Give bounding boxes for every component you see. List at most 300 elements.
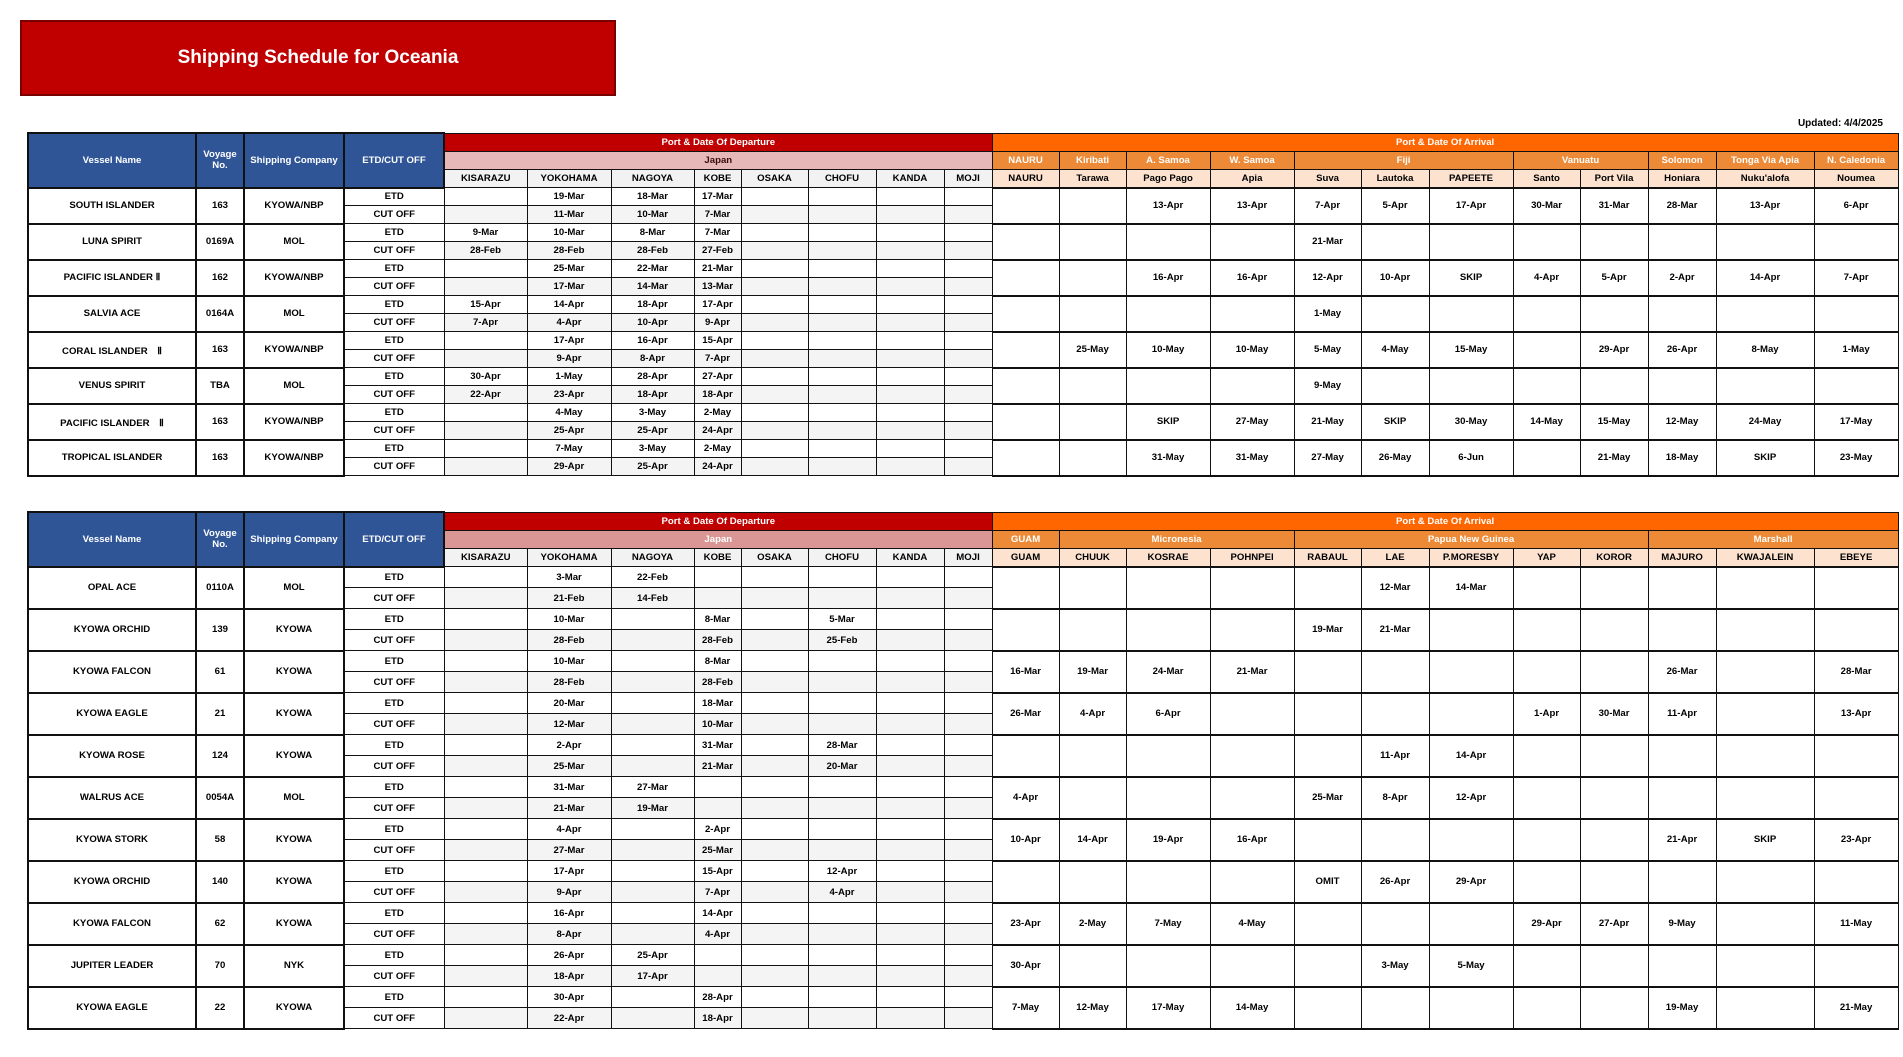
arrival-date	[1648, 368, 1716, 404]
etd-date	[808, 693, 876, 714]
cutoff-date	[876, 1008, 944, 1029]
arrival-date: 11-Apr	[1361, 735, 1429, 777]
arrival-date	[1429, 819, 1513, 861]
arrival-date: 12-Mar	[1361, 567, 1429, 609]
etd-date: 2-Apr	[527, 735, 611, 756]
row-type-cutoff: CUT OFF	[344, 422, 444, 440]
region-header-japan: Japan	[444, 151, 992, 169]
arrival-date	[1648, 945, 1716, 987]
arrival-date	[1648, 735, 1716, 777]
arrival-date	[1210, 945, 1294, 987]
cutoff-date	[944, 630, 992, 651]
etd-date	[876, 224, 944, 242]
etd-date	[741, 332, 808, 350]
etd-date	[808, 567, 876, 588]
etd-date: 30-Apr	[444, 368, 527, 386]
row-type-etd: ETD	[344, 693, 444, 714]
row-type-cutoff: CUT OFF	[344, 314, 444, 332]
arrival-date: 7-May	[992, 987, 1059, 1029]
table-row	[28, 332, 1898, 350]
arrival-date	[1716, 651, 1814, 693]
shipping-company: KYOWA/NBP	[244, 260, 344, 296]
cutoff-date: 4-Apr	[694, 924, 741, 945]
cutoff-date: 17-Mar	[527, 278, 611, 296]
arrival-port-header: LAE	[1361, 548, 1429, 567]
arrival-date: SKIP	[1716, 819, 1814, 861]
arrival-date: 15-May	[1580, 404, 1648, 440]
region-header: W. Samoa	[1210, 151, 1294, 169]
cutoff-date: 7-Mar	[694, 206, 741, 224]
arrival-date	[1210, 609, 1294, 651]
etd-date	[741, 440, 808, 458]
cutoff-date	[808, 1008, 876, 1029]
cutoff-date	[876, 314, 944, 332]
arrival-date	[1580, 567, 1648, 609]
row-type-etd: ETD	[344, 735, 444, 756]
etd-date: 14-Apr	[694, 903, 741, 924]
table-row	[28, 651, 1898, 672]
etd-date	[741, 188, 808, 206]
etd-date: 4-Apr	[527, 819, 611, 840]
arrival-date: 26-Mar	[992, 693, 1059, 735]
cutoff-date	[611, 672, 694, 693]
cutoff-date	[944, 840, 992, 861]
departure-port-header: KANDA	[876, 169, 944, 188]
etd-date: 3-May	[611, 440, 694, 458]
cutoff-date: 10-Mar	[694, 714, 741, 735]
table-row	[28, 440, 1898, 458]
arrival-date: 14-Apr	[1716, 260, 1814, 296]
arrival-date: 6-Apr	[1814, 188, 1898, 224]
row-type-cutoff: CUT OFF	[344, 1008, 444, 1029]
row-type-cutoff: CUT OFF	[344, 350, 444, 368]
etd-date	[876, 777, 944, 798]
arrival-date	[1059, 404, 1126, 440]
cutoff-date: 29-Apr	[527, 458, 611, 476]
departure-port-header: KOBE	[694, 548, 741, 567]
arrival-date: 17-May	[1126, 987, 1210, 1029]
etd-date: 18-Mar	[611, 188, 694, 206]
arrival-port-header: CHUUK	[1059, 548, 1126, 567]
etd-date	[944, 903, 992, 924]
etd-date	[944, 861, 992, 882]
arrival-date: 25-May	[1059, 332, 1126, 368]
cutoff-date	[611, 924, 694, 945]
etd-date: 17-Apr	[527, 861, 611, 882]
arrival-date	[1126, 861, 1210, 903]
arrival-date	[1294, 819, 1361, 861]
cutoff-date: 21-Mar	[527, 798, 611, 819]
arrival-date: 16-Apr	[1126, 260, 1210, 296]
cutoff-date	[741, 422, 808, 440]
cutoff-date: 9-Apr	[527, 350, 611, 368]
arrival-date	[1429, 651, 1513, 693]
arrival-date: 16-Apr	[1210, 819, 1294, 861]
region-header-japan: Japan	[444, 530, 992, 548]
schedule-table-micronesia-png	[27, 511, 1899, 1030]
region-header: Tonga Via Apia	[1716, 151, 1814, 169]
row-type-cutoff: CUT OFF	[344, 386, 444, 404]
row-type-cutoff: CUT OFF	[344, 588, 444, 609]
arrival-date	[1059, 861, 1126, 903]
etd-date	[444, 861, 527, 882]
arrival-date	[1580, 368, 1648, 404]
cutoff-date	[876, 458, 944, 476]
cutoff-date	[876, 206, 944, 224]
arrival-date: 10-May	[1126, 332, 1210, 368]
cutoff-date	[444, 278, 527, 296]
arrival-date: 16-Apr	[1210, 260, 1294, 296]
vessel-name: VENUS SPIRIT	[28, 368, 196, 404]
arrival-date	[1059, 440, 1126, 476]
vessel-name: KYOWA STORK	[28, 819, 196, 861]
cutoff-date	[444, 798, 527, 819]
arrival-date	[992, 735, 1059, 777]
vessel-name: TROPICAL ISLANDER	[28, 440, 196, 476]
arrival-date: 24-Mar	[1126, 651, 1210, 693]
cutoff-date	[944, 714, 992, 735]
col-header-etd-cutoff: ETD/CUT OFF	[344, 133, 444, 188]
etd-date: 25-Apr	[611, 945, 694, 966]
col-header-voyage: Voyage No.	[196, 133, 244, 188]
row-type-etd: ETD	[344, 404, 444, 422]
voyage-number: 139	[196, 609, 244, 651]
arrival-date: 26-May	[1361, 440, 1429, 476]
arrival-date: 1-May	[1294, 296, 1361, 332]
arrival-date	[1429, 987, 1513, 1029]
departure-port-header: CHOFU	[808, 169, 876, 188]
etd-date	[944, 332, 992, 350]
etd-date	[444, 609, 527, 630]
etd-date	[611, 735, 694, 756]
shipping-company: MOL	[244, 567, 344, 609]
etd-date: 28-Mar	[808, 735, 876, 756]
etd-date	[741, 693, 808, 714]
etd-date	[876, 404, 944, 422]
cutoff-date	[444, 206, 527, 224]
cutoff-date	[444, 924, 527, 945]
arrival-date	[1814, 777, 1898, 819]
etd-date	[741, 777, 808, 798]
cutoff-date: 28-Feb	[527, 672, 611, 693]
schedule-table-south-pacific	[27, 132, 1899, 477]
arrival-date: SKIP	[1716, 440, 1814, 476]
etd-date	[808, 651, 876, 672]
table-row	[28, 987, 1898, 1008]
vessel-name: KYOWA EAGLE	[28, 693, 196, 735]
arrival-date	[1648, 567, 1716, 609]
cutoff-date	[741, 756, 808, 777]
cutoff-date: 13-Mar	[694, 278, 741, 296]
arrival-date	[1716, 945, 1814, 987]
etd-date	[944, 609, 992, 630]
vessel-name: KYOWA ROSE	[28, 735, 196, 777]
arrival-date	[992, 296, 1059, 332]
etd-date	[808, 440, 876, 458]
shipping-company: KYOWA/NBP	[244, 332, 344, 368]
arrival-date	[1716, 903, 1814, 945]
departure-port-header: NAGOYA	[611, 548, 694, 567]
arrival-date	[1361, 819, 1429, 861]
arrival-date	[1648, 224, 1716, 260]
etd-date	[944, 440, 992, 458]
arrival-date: 30-May	[1429, 404, 1513, 440]
arrival-date	[1059, 296, 1126, 332]
cutoff-date	[944, 314, 992, 332]
etd-date: 26-Apr	[527, 945, 611, 966]
etd-date	[876, 735, 944, 756]
cutoff-date	[808, 798, 876, 819]
arrival-date	[1814, 609, 1898, 651]
arrival-date: 12-Apr	[1294, 260, 1361, 296]
table-row	[28, 609, 1898, 630]
arrival-date: 15-May	[1429, 332, 1513, 368]
cutoff-date	[808, 242, 876, 260]
cutoff-date	[444, 882, 527, 903]
arrival-date	[1513, 296, 1580, 332]
arrival-date	[1429, 368, 1513, 404]
arrival-date: 21-May	[1580, 440, 1648, 476]
etd-date	[611, 609, 694, 630]
cutoff-date	[876, 882, 944, 903]
arrival-date: 14-Mar	[1429, 567, 1513, 609]
etd-date: 18-Mar	[694, 693, 741, 714]
arrival-date	[1814, 735, 1898, 777]
arrival-date	[992, 404, 1059, 440]
arrival-date: 14-Apr	[1429, 735, 1513, 777]
etd-date	[808, 260, 876, 278]
arrival-date	[1059, 945, 1126, 987]
shipping-company: MOL	[244, 777, 344, 819]
arrival-date	[1648, 609, 1716, 651]
shipping-company: NYK	[244, 945, 344, 987]
departure-port-header: OSAKA	[741, 548, 808, 567]
arrival-port-header: Lautoka	[1361, 169, 1429, 188]
cutoff-date	[876, 588, 944, 609]
cutoff-date: 14-Feb	[611, 588, 694, 609]
cutoff-date: 14-Mar	[611, 278, 694, 296]
vessel-name: LUNA SPIRIT	[28, 224, 196, 260]
shipping-company: KYOWA/NBP	[244, 188, 344, 224]
arrival-date: 26-Apr	[1361, 861, 1429, 903]
etd-date	[444, 903, 527, 924]
arrival-date	[1814, 296, 1898, 332]
etd-date: 27-Apr	[694, 368, 741, 386]
arrival-date: 4-Apr	[1059, 693, 1126, 735]
cutoff-date: 18-Apr	[694, 386, 741, 404]
cutoff-date	[741, 386, 808, 404]
arrival-date	[1429, 224, 1513, 260]
etd-date	[808, 404, 876, 422]
arrival-date	[1580, 609, 1648, 651]
cutoff-date: 23-Apr	[527, 386, 611, 404]
arrival-date	[1361, 903, 1429, 945]
table-row	[28, 945, 1898, 966]
arrival-port-header: Suva	[1294, 169, 1361, 188]
cutoff-date: 12-Mar	[527, 714, 611, 735]
row-type-etd: ETD	[344, 188, 444, 206]
etd-date	[876, 368, 944, 386]
arrival-date: 10-May	[1210, 332, 1294, 368]
arrival-date	[1716, 567, 1814, 609]
arrival-date	[1210, 296, 1294, 332]
cutoff-date	[444, 588, 527, 609]
voyage-number: 70	[196, 945, 244, 987]
etd-date	[808, 987, 876, 1008]
cutoff-date: 20-Mar	[808, 756, 876, 777]
etd-date	[741, 861, 808, 882]
voyage-number: 163	[196, 188, 244, 224]
row-type-cutoff: CUT OFF	[344, 882, 444, 903]
arrival-port-header: P.MORESBY	[1429, 548, 1513, 567]
etd-date	[741, 224, 808, 242]
etd-date	[876, 296, 944, 314]
cutoff-date	[444, 756, 527, 777]
departure-port-header: KANDA	[876, 548, 944, 567]
etd-date	[741, 903, 808, 924]
departure-header: Port & Date Of Departure	[444, 133, 992, 151]
etd-date	[944, 777, 992, 798]
etd-date	[808, 332, 876, 350]
arrival-date	[992, 368, 1059, 404]
arrival-date	[1294, 651, 1361, 693]
etd-date	[808, 224, 876, 242]
arrival-date: 26-Mar	[1648, 651, 1716, 693]
etd-date	[741, 651, 808, 672]
cutoff-date	[611, 756, 694, 777]
shipping-company: KYOWA	[244, 861, 344, 903]
cutoff-date	[808, 966, 876, 987]
etd-date	[741, 609, 808, 630]
etd-date	[876, 332, 944, 350]
etd-date: 17-Apr	[527, 332, 611, 350]
cutoff-date	[876, 672, 944, 693]
cutoff-date: 7-Apr	[694, 350, 741, 368]
etd-date: 5-Mar	[808, 609, 876, 630]
arrival-date: 16-Mar	[992, 651, 1059, 693]
cutoff-date	[876, 924, 944, 945]
etd-date: 2-Apr	[694, 819, 741, 840]
shipping-company: KYOWA	[244, 609, 344, 651]
shipping-company: KYOWA	[244, 651, 344, 693]
cutoff-date	[808, 672, 876, 693]
cutoff-date: 28-Feb	[611, 242, 694, 260]
vessel-name: JUPITER LEADER	[28, 945, 196, 987]
cutoff-date: 24-Apr	[694, 458, 741, 476]
shipping-company: KYOWA/NBP	[244, 440, 344, 476]
cutoff-date: 8-Apr	[611, 350, 694, 368]
arrival-date	[1429, 609, 1513, 651]
cutoff-date	[876, 386, 944, 404]
arrival-date	[1294, 567, 1361, 609]
etd-date	[444, 440, 527, 458]
arrival-date: 6-Apr	[1126, 693, 1210, 735]
departure-port-header: KOBE	[694, 169, 741, 188]
etd-date	[444, 777, 527, 798]
arrival-port-header: Noumea	[1814, 169, 1898, 188]
etd-date	[876, 945, 944, 966]
shipping-company: KYOWA	[244, 735, 344, 777]
etd-date	[741, 296, 808, 314]
arrival-port-header: PAPEETE	[1429, 169, 1513, 188]
table-row	[28, 903, 1898, 924]
vessel-name: PACIFIC ISLANDER Ⅱ	[28, 404, 196, 440]
arrival-date: 1-May	[1814, 332, 1898, 368]
etd-date	[444, 332, 527, 350]
arrival-date: 29-Apr	[1429, 861, 1513, 903]
arrival-date	[1126, 945, 1210, 987]
arrival-date: 19-Mar	[1294, 609, 1361, 651]
arrival-date: 5-Apr	[1361, 188, 1429, 224]
row-type-cutoff: CUT OFF	[344, 242, 444, 260]
arrival-date: 14-Apr	[1059, 819, 1126, 861]
cutoff-date	[741, 206, 808, 224]
cutoff-date: 9-Apr	[694, 314, 741, 332]
arrival-date	[1513, 368, 1580, 404]
arrival-date: 7-May	[1126, 903, 1210, 945]
cutoff-date	[694, 798, 741, 819]
cutoff-date: 19-Mar	[611, 798, 694, 819]
arrival-date	[1513, 861, 1580, 903]
arrival-date: SKIP	[1361, 404, 1429, 440]
etd-date	[444, 260, 527, 278]
arrival-date	[1513, 651, 1580, 693]
table-row	[28, 693, 1898, 714]
arrival-port-header: Port Vila	[1580, 169, 1648, 188]
cutoff-date: 28-Feb	[527, 630, 611, 651]
etd-date: 8-Mar	[694, 651, 741, 672]
etd-date	[808, 903, 876, 924]
arrival-date	[1059, 735, 1126, 777]
arrival-date	[1580, 651, 1648, 693]
cutoff-date	[944, 882, 992, 903]
row-type-etd: ETD	[344, 332, 444, 350]
col-header-etd-cutoff: ETD/CUT OFF	[344, 512, 444, 567]
etd-date	[944, 260, 992, 278]
etd-date: 30-Apr	[527, 987, 611, 1008]
arrival-date: 27-Apr	[1580, 903, 1648, 945]
arrival-date	[1210, 693, 1294, 735]
arrival-date: 12-May	[1648, 404, 1716, 440]
cutoff-date	[944, 278, 992, 296]
arrival-date	[992, 260, 1059, 296]
page-title: Shipping Schedule for Oceania	[177, 47, 459, 68]
arrival-port-header: Santo	[1513, 169, 1580, 188]
arrival-date	[1580, 987, 1648, 1029]
arrival-date	[1294, 693, 1361, 735]
arrival-date: 4-May	[1361, 332, 1429, 368]
etd-date	[808, 296, 876, 314]
cutoff-date	[808, 422, 876, 440]
arrival-date	[1580, 735, 1648, 777]
etd-date	[444, 404, 527, 422]
departure-port-header: OSAKA	[741, 169, 808, 188]
arrival-date	[1580, 296, 1648, 332]
arrival-date	[992, 567, 1059, 609]
arrival-date: 27-May	[1210, 404, 1294, 440]
cutoff-date	[808, 714, 876, 735]
arrival-date	[1513, 440, 1580, 476]
etd-date	[611, 903, 694, 924]
cutoff-date	[944, 672, 992, 693]
etd-date: 18-Apr	[611, 296, 694, 314]
etd-date: 8-Mar	[694, 609, 741, 630]
etd-date	[876, 440, 944, 458]
shipping-company: MOL	[244, 296, 344, 332]
cutoff-date	[444, 1008, 527, 1029]
etd-date: 22-Mar	[611, 260, 694, 278]
voyage-number: 58	[196, 819, 244, 861]
